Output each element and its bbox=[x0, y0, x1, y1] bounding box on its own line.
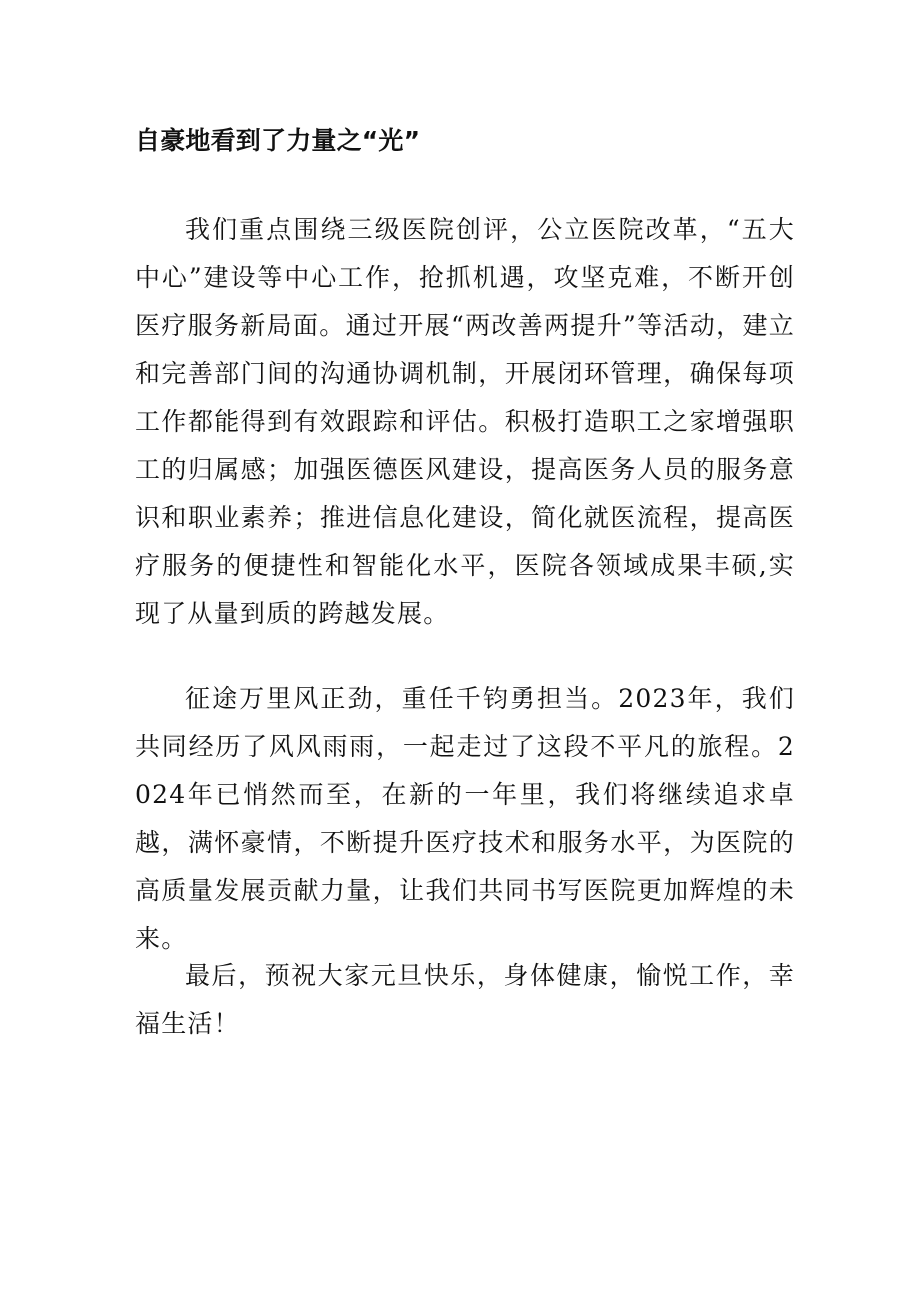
section-heading: 自豪地看到了力量之“光” bbox=[135, 126, 421, 155]
paragraph-new-year-outlook: 征途万里风正劲，重任千钧勇担当。2023年，我们共同经历了风风雨雨，一起走过了这段不平凡的旅程。2024年已悄然而至，在新的一年里，我们将继续追求卓越，满怀豪情，不断提升医疗技术和服务水平，为医院的高质量发展贡献力量，让我们共同书写医院更加辉煌的未来。 bbox=[135, 684, 795, 953]
paragraph-closing-wishes: 最后，预祝大家元旦快乐，身体健康，愉悦工作，幸福生活！ bbox=[135, 961, 795, 1038]
paragraph-achievements: 我们重点围绕三级医院创评，公立医院改革，“五大中心”建设等中心工作，抢抓机遇，攻坚克难，不断开创医疗服务新局面。通过开展“两改善两提升”等活动，建立和完善部门间的沟通协调机制，开展闭环管理，确保每项工作都能得到有效跟踪和评估。积极打造职工之家增强职工的归属感；加强医德医风建设，提高医务人员的服务意识和职业素养；推进信息化建设，简化就医流程，提高医疗服务的便捷性和智能化水平，医院各领域成果丰硕,实现了从量到质的跨越发展。 bbox=[135, 215, 795, 628]
